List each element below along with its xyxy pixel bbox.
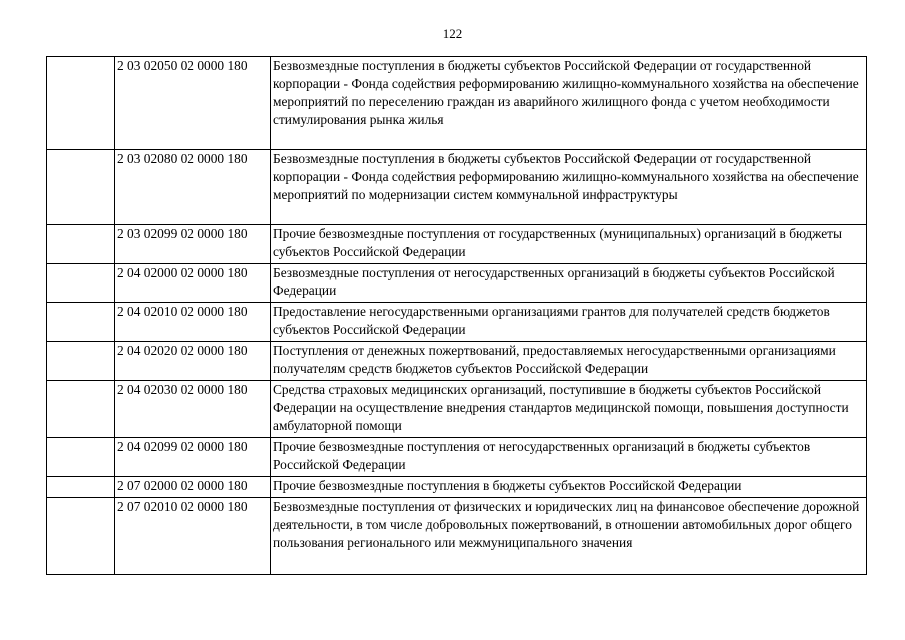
blank-cell: [47, 438, 115, 477]
budget-code: 2 04 02010 02 0000 180: [115, 303, 271, 342]
table-row: [47, 150, 867, 225]
budget-code: 2 03 02050 02 0000 180: [115, 57, 271, 150]
budget-code: 2 07 02000 02 0000 180: [115, 477, 271, 498]
budget-code: 2 04 02099 02 0000 180: [115, 438, 271, 477]
table-row: [47, 498, 867, 575]
budget-codes-table: [46, 56, 867, 575]
table-row: [47, 303, 867, 342]
table-row: [47, 225, 867, 264]
page-number: 122: [442, 26, 463, 41]
budget-description: Безвозмездные поступления от физических и юридических лиц на финансовое обеспечение дорожной деятельности, в том числе добровольных пожертвований, в отношении автомобильных дорог общего пользования регионального или межмуниципального значения: [271, 498, 867, 575]
blank-cell: [47, 477, 115, 498]
budget-description: Прочие безвозмездные поступления от негосударственных организаций в бюджеты субъектов Российской Федерации: [271, 438, 867, 477]
blank-cell: [47, 150, 115, 225]
budget-description: Средства страховых медицинских организаций, поступившие в бюджеты субъектов Российской Федерации на осуществление внедрения стандартов медицинской помощи, повышения доступности амбулаторной помощи: [271, 381, 867, 438]
table-row: [47, 264, 867, 303]
budget-description: Прочие безвозмездные поступления от государственных (муниципальных) организаций в бюджеты субъектов Российской Федерации: [271, 225, 867, 264]
table-row: [47, 438, 867, 477]
table-row: [47, 342, 867, 381]
budget-code: 2 03 02080 02 0000 180: [115, 150, 271, 225]
budget-description: Безвозмездные поступления в бюджеты субъектов Российской Федерации от государственной корпорации - Фонда содействия реформированию жилищно-коммунального хозяйства на обеспечение мероприятий по переселению граждан из аварийного жилищного фонда с учетом необходимости стимулирования рынка жилья: [271, 57, 867, 150]
budget-description: Безвозмездные поступления от негосударственных организаций в бюджеты субъектов Российской Федерации: [271, 264, 867, 303]
blank-cell: [47, 264, 115, 303]
table-row: [47, 57, 867, 150]
budget-description: Предоставление негосударственными организациями грантов для получателей средств бюджетов субъектов Российской Федерации: [271, 303, 867, 342]
budget-description: Прочие безвозмездные поступления в бюджеты субъектов Российской Федерации: [271, 477, 867, 498]
blank-cell: [47, 381, 115, 438]
table-row: [47, 381, 867, 438]
blank-cell: [47, 303, 115, 342]
blank-cell: [47, 225, 115, 264]
budget-description: Поступления от денежных пожертвований, предоставляемых негосударственными организациями получателям средств бюджетов субъектов Российской Федерации: [271, 342, 867, 381]
table-row: [47, 477, 867, 498]
blank-cell: [47, 342, 115, 381]
budget-code: 2 07 02010 02 0000 180: [115, 498, 271, 575]
budget-code: 2 04 02000 02 0000 180: [115, 264, 271, 303]
budget-code: 2 04 02020 02 0000 180: [115, 342, 271, 381]
budget-description: Безвозмездные поступления в бюджеты субъектов Российской Федерации от государственной корпорации - Фонда содействия реформированию жилищно-коммунального хозяйства на обеспечение мероприятий по модернизации систем коммунальной инфраструктуры: [271, 150, 867, 225]
blank-cell: [47, 57, 115, 150]
budget-code: 2 03 02099 02 0000 180: [115, 225, 271, 264]
budget-code: 2 04 02030 02 0000 180: [115, 381, 271, 438]
blank-cell: [47, 498, 115, 575]
